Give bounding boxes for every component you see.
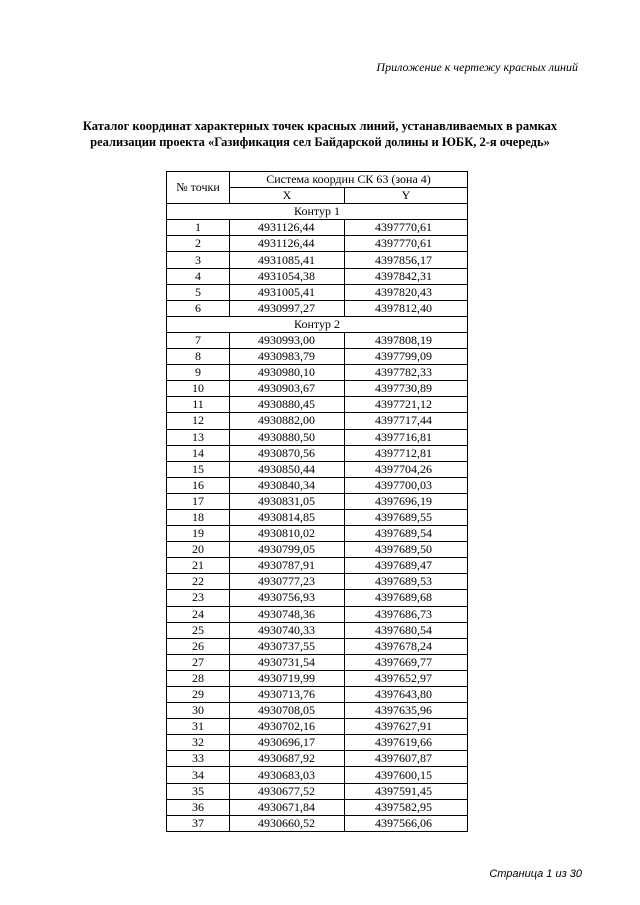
x-header: X	[230, 188, 345, 204]
y-coordinate-cell: 4397591,45	[345, 783, 468, 799]
x-coordinate-cell: 4930980,10	[230, 365, 345, 381]
table-row	[167, 719, 468, 735]
y-coordinate-cell: 4397820,43	[345, 284, 468, 300]
point-number-cell: 21	[167, 558, 230, 574]
point-number-cell: 27	[167, 654, 230, 670]
point-number-cell: 19	[167, 526, 230, 542]
x-coordinate-cell: 4930903,67	[230, 381, 345, 397]
page-number: Страница 1 из 30	[489, 868, 582, 880]
y-coordinate-cell: 4397689,53	[345, 574, 468, 590]
y-coordinate-cell: 4397607,87	[345, 751, 468, 767]
point-number-cell: 1	[167, 220, 230, 236]
y-coordinate-cell: 4397716,81	[345, 429, 468, 445]
y-coordinate-cell: 4397856,17	[345, 252, 468, 268]
table-row	[167, 284, 468, 300]
y-coordinate-cell: 4397582,95	[345, 799, 468, 815]
y-coordinate-cell: 4397704,26	[345, 461, 468, 477]
x-coordinate-cell: 4930687,92	[230, 751, 345, 767]
point-number-cell: 30	[167, 703, 230, 719]
y-coordinate-cell: 4397696,19	[345, 493, 468, 509]
point-number-cell: 28	[167, 670, 230, 686]
x-coordinate-cell: 4930702,16	[230, 719, 345, 735]
table-row	[167, 365, 468, 381]
point-number-cell: 36	[167, 799, 230, 815]
table-row	[167, 526, 468, 542]
table-row	[167, 236, 468, 252]
x-coordinate-cell: 4930696,17	[230, 735, 345, 751]
y-coordinate-cell: 4397689,47	[345, 558, 468, 574]
point-number-cell: 22	[167, 574, 230, 590]
y-coordinate-cell: 4397627,91	[345, 719, 468, 735]
point-number-cell: 26	[167, 638, 230, 654]
appendix-note: Приложение к чертежу красных линий	[376, 60, 578, 74]
table-row	[167, 445, 468, 461]
x-coordinate-cell: 4930840,34	[230, 477, 345, 493]
table-row	[167, 381, 468, 397]
point-number-cell: 35	[167, 783, 230, 799]
x-coordinate-cell: 4930810,02	[230, 526, 345, 542]
y-coordinate-cell: 4397689,55	[345, 509, 468, 525]
x-coordinate-cell: 4930799,05	[230, 542, 345, 558]
point-number-cell: 10	[167, 381, 230, 397]
x-coordinate-cell: 4930677,52	[230, 783, 345, 799]
x-coordinate-cell: 4930731,54	[230, 654, 345, 670]
coordinate-system-header: Система координ СК 63 (зона 4)	[230, 172, 468, 188]
y-coordinate-cell: 4397799,09	[345, 349, 468, 365]
contour-label: Контур 2	[167, 316, 468, 332]
y-coordinate-cell: 4397643,80	[345, 687, 468, 703]
y-header: Y	[345, 188, 468, 204]
y-coordinate-cell: 4397619,66	[345, 735, 468, 751]
y-coordinate-cell: 4397712,81	[345, 445, 468, 461]
y-coordinate-cell: 4397635,96	[345, 703, 468, 719]
point-number-cell: 7	[167, 332, 230, 348]
y-coordinate-cell: 4397842,31	[345, 268, 468, 284]
table-row	[167, 735, 468, 751]
x-coordinate-cell: 4930814,85	[230, 509, 345, 525]
table-row	[167, 332, 468, 348]
point-number-cell: 23	[167, 590, 230, 606]
y-coordinate-cell: 4397721,12	[345, 397, 468, 413]
point-number-cell: 3	[167, 252, 230, 268]
x-coordinate-cell: 4931054,38	[230, 268, 345, 284]
table-row	[167, 300, 468, 316]
point-number-cell: 5	[167, 284, 230, 300]
y-coordinate-cell: 4397652,97	[345, 670, 468, 686]
point-number-cell: 16	[167, 477, 230, 493]
x-coordinate-cell: 4930671,84	[230, 799, 345, 815]
table-row	[167, 654, 468, 670]
x-coordinate-cell: 4930683,03	[230, 767, 345, 783]
point-number-cell: 18	[167, 509, 230, 525]
y-coordinate-cell: 4397689,68	[345, 590, 468, 606]
x-coordinate-cell: 4930748,36	[230, 606, 345, 622]
point-number-cell: 33	[167, 751, 230, 767]
document-title	[50, 118, 590, 150]
y-coordinate-cell: 4397782,33	[345, 365, 468, 381]
x-coordinate-cell: 4930880,50	[230, 429, 345, 445]
x-coordinate-cell: 4930740,33	[230, 622, 345, 638]
y-coordinate-cell: 4397689,54	[345, 526, 468, 542]
x-coordinate-cell: 4930850,44	[230, 461, 345, 477]
point-number-cell: 37	[167, 815, 230, 831]
y-coordinate-cell: 4397700,03	[345, 477, 468, 493]
title-line-1: Каталог координат характерных точек красных линий, устанавливаемых в рамках	[82, 119, 558, 133]
table-row	[167, 429, 468, 445]
table-row	[167, 461, 468, 477]
point-number-cell: 29	[167, 687, 230, 703]
x-coordinate-cell: 4930983,79	[230, 349, 345, 365]
table-row	[167, 703, 468, 719]
x-coordinate-cell: 4930660,52	[230, 815, 345, 831]
table-row	[167, 751, 468, 767]
x-coordinate-cell: 4930993,00	[230, 332, 345, 348]
table-row	[167, 670, 468, 686]
point-number-cell: 24	[167, 606, 230, 622]
table-row	[167, 590, 468, 606]
y-coordinate-cell: 4397678,24	[345, 638, 468, 654]
x-coordinate-cell: 4930882,00	[230, 413, 345, 429]
point-number-cell: 32	[167, 735, 230, 751]
y-coordinate-cell: 4397808,19	[345, 332, 468, 348]
table-row	[167, 799, 468, 815]
contour-header-row	[167, 316, 468, 332]
coordinates-body	[167, 204, 468, 832]
point-number-cell: 2	[167, 236, 230, 252]
point-number-cell: 34	[167, 767, 230, 783]
point-number-cell: 25	[167, 622, 230, 638]
y-coordinate-cell: 4397680,54	[345, 622, 468, 638]
x-coordinate-cell: 4930831,05	[230, 493, 345, 509]
x-coordinate-cell: 4931126,44	[230, 236, 345, 252]
table-row	[167, 542, 468, 558]
x-coordinate-cell: 4930787,91	[230, 558, 345, 574]
y-coordinate-cell: 4397566,06	[345, 815, 468, 831]
y-coordinate-cell: 4397717,44	[345, 413, 468, 429]
x-coordinate-cell: 4930737,55	[230, 638, 345, 654]
x-coordinate-cell: 4930997,27	[230, 300, 345, 316]
table-row	[167, 477, 468, 493]
x-coordinate-cell: 4930713,76	[230, 687, 345, 703]
table-row	[167, 349, 468, 365]
table-row	[167, 252, 468, 268]
x-coordinate-cell: 4930719,99	[230, 670, 345, 686]
point-number-cell: 15	[167, 461, 230, 477]
y-coordinate-cell: 4397730,89	[345, 381, 468, 397]
point-number-header: № точки	[167, 172, 230, 204]
table-row	[167, 574, 468, 590]
table-row	[167, 558, 468, 574]
point-number-cell: 14	[167, 445, 230, 461]
table-row	[167, 783, 468, 799]
table-row	[167, 493, 468, 509]
point-number-cell: 8	[167, 349, 230, 365]
y-coordinate-cell: 4397669,77	[345, 654, 468, 670]
x-coordinate-cell: 4931126,44	[230, 220, 345, 236]
table-row	[167, 413, 468, 429]
point-number-cell: 17	[167, 493, 230, 509]
x-coordinate-cell: 4930880,45	[230, 397, 345, 413]
point-number-cell: 12	[167, 413, 230, 429]
table-row	[167, 815, 468, 831]
x-coordinate-cell: 4930777,23	[230, 574, 345, 590]
title-line-2: реализации проекта «Газификация сел Байдарской долины и ЮБК, 2-я очередь»	[90, 135, 550, 149]
point-number-cell: 9	[167, 365, 230, 381]
y-coordinate-cell: 4397689,50	[345, 542, 468, 558]
point-number-cell: 20	[167, 542, 230, 558]
x-coordinate-cell: 4931005,41	[230, 284, 345, 300]
x-coordinate-cell: 4930756,93	[230, 590, 345, 606]
x-coordinate-cell: 4931085,41	[230, 252, 345, 268]
point-number-cell: 4	[167, 268, 230, 284]
x-coordinate-cell: 4930708,05	[230, 703, 345, 719]
y-coordinate-cell: 4397686,73	[345, 606, 468, 622]
point-number-cell: 6	[167, 300, 230, 316]
y-coordinate-cell: 4397600,15	[345, 767, 468, 783]
point-number-cell: 11	[167, 397, 230, 413]
table-row	[167, 268, 468, 284]
table-row	[167, 606, 468, 622]
y-coordinate-cell: 4397770,61	[345, 236, 468, 252]
table-row	[167, 220, 468, 236]
table-row	[167, 638, 468, 654]
contour-label: Контур 1	[167, 204, 468, 220]
point-number-cell: 31	[167, 719, 230, 735]
table-row	[167, 767, 468, 783]
table-row	[167, 687, 468, 703]
point-number-cell: 13	[167, 429, 230, 445]
y-coordinate-cell: 4397770,61	[345, 220, 468, 236]
x-coordinate-cell: 4930870,56	[230, 445, 345, 461]
table-row	[167, 622, 468, 638]
coordinates-table	[166, 171, 468, 832]
table-row	[167, 397, 468, 413]
contour-header-row	[167, 204, 468, 220]
table-row	[167, 509, 468, 525]
y-coordinate-cell: 4397812,40	[345, 300, 468, 316]
